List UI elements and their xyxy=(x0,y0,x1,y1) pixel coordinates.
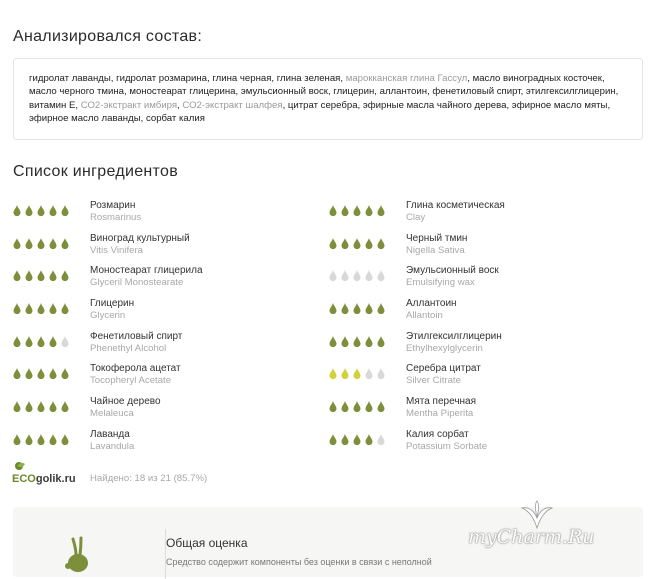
drop-icon xyxy=(352,367,362,380)
drop-icon xyxy=(12,433,22,446)
drop-icon xyxy=(352,302,362,315)
drop-icon xyxy=(364,237,374,250)
rating-title: Общая оценка xyxy=(166,536,248,550)
drop-icon xyxy=(364,269,374,282)
ingredient-row[interactable] xyxy=(328,198,628,231)
drop-icon xyxy=(364,433,374,446)
composition-item: моностеарат глицерина xyxy=(129,86,236,98)
drop-icon xyxy=(36,433,46,446)
drop-icon xyxy=(24,335,34,348)
drop-icon xyxy=(340,433,350,446)
drop-icon xyxy=(340,302,350,315)
drop-icon xyxy=(60,433,70,446)
ingredient-name[interactable]: Фенетиловый спирт xyxy=(90,330,183,342)
drop-icon xyxy=(12,367,22,380)
drop-icon xyxy=(48,335,58,348)
composition-item: гидролат лаванды xyxy=(29,73,111,84)
drop-icon xyxy=(376,302,386,315)
ecogolik-logo-text[interactable]: ECOgolik.ru xyxy=(12,473,76,485)
rating-drops xyxy=(12,335,70,348)
drop-icon xyxy=(24,302,34,315)
ingredient-row[interactable] xyxy=(328,427,628,460)
ingredient-latin-name: Vitis Vinifera xyxy=(90,244,143,256)
drop-icon xyxy=(328,302,338,315)
ingredient-name[interactable]: Глина косметическая xyxy=(406,200,505,211)
rating-drops xyxy=(328,367,386,380)
drop-icon xyxy=(376,204,386,217)
drop-icon xyxy=(36,367,46,380)
drop-icon xyxy=(340,237,350,250)
analyzed-title: Анализировался состав: xyxy=(13,28,203,45)
ingredient-row[interactable] xyxy=(12,263,312,296)
ingredient-name[interactable]: Эмульсионный воск xyxy=(406,265,499,277)
drop-icon xyxy=(352,433,362,446)
drop-icon xyxy=(60,367,70,380)
drop-icon xyxy=(12,237,22,250)
composition-item: эфирное масло лаванды xyxy=(29,112,141,124)
ingredient-row[interactable] xyxy=(328,296,628,329)
ingredient-latin-name: Emulsifying wax xyxy=(406,277,475,289)
rating-drops xyxy=(12,433,70,446)
ingredient-name[interactable]: Черный тмин xyxy=(406,232,468,244)
ingredient-name[interactable]: Этилгексилглицерин xyxy=(406,330,502,342)
ingredient-row[interactable] xyxy=(12,231,312,264)
rating-text: Средство содержит компоненты без оценки в связи с неполной xyxy=(166,557,432,567)
drop-icon xyxy=(24,400,34,413)
ingredient-row[interactable] xyxy=(12,296,312,329)
ingredient-latin-name: Glyceril Monostearate xyxy=(90,277,184,289)
drop-icon xyxy=(340,269,350,282)
drop-icon xyxy=(48,237,58,250)
drop-icon xyxy=(340,335,350,348)
composition-item: фенетиловый спирт xyxy=(432,86,521,98)
ingredient-name[interactable]: Моностеарат глицерила xyxy=(90,265,203,277)
ingredient-latin-name: Clay xyxy=(406,212,426,223)
composition-item: этилгексилглицерин xyxy=(525,86,616,98)
drop-icon xyxy=(12,400,22,413)
composition-item: аллантоин xyxy=(379,86,428,98)
ingredient-latin-name: Silver Citrate xyxy=(406,375,461,387)
ingredient-latin-name: Potassium Sorbate xyxy=(406,440,488,452)
rating-drops xyxy=(12,400,70,413)
drop-icon xyxy=(328,269,338,282)
drop-icon xyxy=(328,335,338,348)
drop-icon xyxy=(24,237,34,250)
ingredient-latin-name: Nigella Sativa xyxy=(406,244,465,256)
drop-icon xyxy=(328,433,338,446)
composition-item: масло черного тмина xyxy=(29,86,125,98)
ingredient-row[interactable] xyxy=(328,231,628,264)
composition-box: гидролат лаванды, гидролат розмарина, глина черная, глина зеленая, марокканская глина Гассул, масло виноградных косточек, масло черного тмина, моностеарат глицерина, эмульсионный воск, глицерин, аллантоин, фенетиловый спирт, этилгексилглицерин, витамин Е, СО2-экстракт имбиря, СО2-экстракт шалфея, цитрат серебра, эфирные масла чайного дерева, эфирное масло мяты, эфирное масло лаванды, сорбат калия xyxy=(13,58,643,140)
drop-icon xyxy=(364,367,374,380)
ingredient-row[interactable] xyxy=(12,361,312,394)
ingredient-name[interactable]: Виноград культурный xyxy=(90,232,190,244)
ingredient-latin-name: Mentha Piperita xyxy=(406,408,474,420)
drop-icon xyxy=(352,204,362,217)
drop-icon xyxy=(60,269,70,282)
rating-drops xyxy=(12,204,70,217)
rating-drops xyxy=(328,400,386,413)
drop-icon xyxy=(36,302,46,315)
drop-icon xyxy=(376,400,386,413)
composition-item: масло виноградных косточек xyxy=(472,73,602,84)
ingredients-right-column xyxy=(328,198,628,460)
drop-icon xyxy=(352,237,362,250)
drop-icon xyxy=(48,367,58,380)
ingredient-row[interactable] xyxy=(328,394,628,427)
drop-icon xyxy=(60,400,70,413)
ingredient-latin-name: Ethylhexylglycerin xyxy=(406,342,483,354)
ingredient-latin-name: Melaleuca xyxy=(90,408,134,420)
ingredient-name[interactable]: Калия сорбат xyxy=(406,428,469,440)
composition-item: марокканская глина Гассул xyxy=(345,73,468,84)
drop-icon xyxy=(376,433,386,446)
ingredient-name[interactable]: Серебра цитрат xyxy=(406,363,481,375)
drop-icon xyxy=(12,302,22,315)
ingredient-row[interactable] xyxy=(12,394,312,427)
drop-icon xyxy=(36,204,46,217)
drop-icon xyxy=(364,335,374,348)
drop-icon xyxy=(60,204,70,217)
composition-item: цитрат серебра xyxy=(287,99,358,111)
drop-icon xyxy=(48,433,58,446)
drop-icon xyxy=(352,400,362,413)
composition-item: эмульсионный воск xyxy=(240,86,328,98)
drop-icon xyxy=(376,237,386,250)
ingredient-row[interactable] xyxy=(12,329,312,362)
drop-icon xyxy=(340,400,350,413)
ingredient-name[interactable]: Мята перечная xyxy=(406,396,477,408)
drop-icon xyxy=(48,269,58,282)
rating-drops xyxy=(328,204,386,217)
composition-item: глина черная xyxy=(212,73,272,84)
drop-icon xyxy=(328,367,338,380)
rating-drops xyxy=(328,433,386,446)
ingredient-name[interactable]: Чайное дерево xyxy=(90,396,161,408)
rating-drops xyxy=(12,302,70,315)
drop-icon xyxy=(48,204,58,217)
ingredients-title: Список ингредиентов xyxy=(13,163,178,180)
composition-item: эфирные масла чайного дерева xyxy=(362,99,507,111)
drop-icon xyxy=(24,433,34,446)
drop-icon xyxy=(352,269,362,282)
ingredient-latin-name: Rosmarinus xyxy=(90,212,142,223)
drop-icon xyxy=(352,335,362,348)
drop-icon xyxy=(328,400,338,413)
rating-drops xyxy=(328,269,386,282)
drop-icon xyxy=(24,204,34,217)
composition-item: СО2-экстракт шалфея xyxy=(182,99,283,111)
ingredient-latin-name: Lavandula xyxy=(90,440,135,452)
rating-drops xyxy=(12,269,70,282)
drop-icon xyxy=(24,367,34,380)
drop-icon xyxy=(12,204,22,217)
drop-icon xyxy=(364,204,374,217)
found-count: Найдено: 18 из 21 (85.7%) xyxy=(90,473,208,484)
drop-icon xyxy=(364,302,374,315)
composition-item: гидролат розмарина xyxy=(116,73,208,84)
composition-item: сорбат калия xyxy=(145,112,205,124)
watermark: myCharm.Ru xyxy=(468,526,595,548)
drop-icon xyxy=(12,269,22,282)
composition-item: эфирное масло мяты xyxy=(511,99,608,111)
drop-icon xyxy=(36,400,46,413)
drop-icon xyxy=(36,269,46,282)
rabbit-icon xyxy=(59,535,99,575)
rating-drops xyxy=(12,367,70,380)
ingredient-row[interactable] xyxy=(12,427,312,460)
drop-icon xyxy=(60,335,70,348)
drop-icon xyxy=(376,367,386,380)
drop-icon xyxy=(60,302,70,315)
ingredient-latin-name: Tocopheryl Acetate xyxy=(90,375,172,387)
drop-icon xyxy=(364,400,374,413)
drop-icon xyxy=(340,204,350,217)
ingredient-latin-name: Allantoin xyxy=(406,310,443,322)
drop-icon xyxy=(48,302,58,315)
ingredient-name[interactable]: Аллантоин xyxy=(406,298,457,310)
drop-icon xyxy=(36,335,46,348)
drop-icon xyxy=(36,237,46,250)
ingredient-row[interactable] xyxy=(328,329,628,362)
ingredient-name[interactable]: Розмарин xyxy=(90,200,136,211)
drop-icon xyxy=(376,335,386,348)
rating-drops xyxy=(328,302,386,315)
drop-icon xyxy=(48,400,58,413)
ingredient-latin-name: Phenethyl Alcohol xyxy=(90,342,167,354)
ingredient-name[interactable]: Лаванда xyxy=(90,428,130,440)
ingredient-row[interactable] xyxy=(328,263,628,296)
drop-icon xyxy=(376,269,386,282)
drop-icon xyxy=(328,237,338,250)
composition-item: витамин Е xyxy=(29,99,76,111)
drop-icon xyxy=(340,367,350,380)
drop-icon xyxy=(328,204,338,217)
composition-item: СО2-экстракт имбиря xyxy=(80,99,178,111)
ingredient-name[interactable]: Глицерин xyxy=(90,298,135,310)
rating-drops xyxy=(12,237,70,250)
composition-item: глицерин xyxy=(333,86,375,98)
ingredient-name[interactable]: Токоферола ацетат xyxy=(90,363,181,375)
rating-drops xyxy=(328,237,386,250)
drop-icon xyxy=(12,335,22,348)
rating-drops xyxy=(328,335,386,348)
composition-item: глина зеленая xyxy=(276,73,341,84)
ingredient-row[interactable] xyxy=(12,198,312,231)
drop-icon xyxy=(24,269,34,282)
ingredient-latin-name: Glycerin xyxy=(90,310,126,322)
ingredient-row[interactable] xyxy=(328,361,628,394)
drop-icon xyxy=(60,237,70,250)
ingredients-left-column xyxy=(12,198,312,460)
